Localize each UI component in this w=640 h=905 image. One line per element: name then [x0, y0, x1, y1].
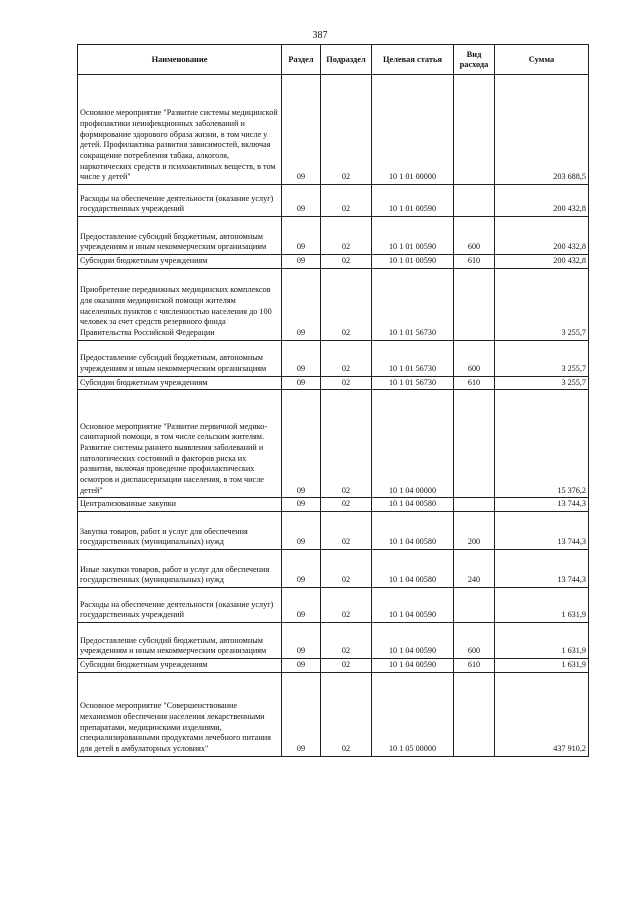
row-name: Основное мероприятие "Развитие первичной медико-санитарной помощи, в том числе сельским жителям. Развитие системы раннего выявления заболеваний и патологических состояний и факторов риска их развития, включая проведение профилактических осмотров и диспансеризации населения, в том числе детей" — [78, 390, 282, 498]
table-row — [78, 390, 589, 498]
row-name: Субсидии бюджетным учреждениям — [78, 376, 282, 390]
row-section: 09 — [282, 376, 321, 390]
table-row — [78, 587, 589, 622]
row-name: Приобретение передвижных медицинских комплексов для оказания медицинской помощи жителям населенных пунктов с численностью населения до 100 человек за счет средств резервного фонда Правительства Российской Федерации — [78, 268, 282, 340]
table-row — [78, 185, 589, 217]
row-subsection: 02 — [321, 75, 372, 185]
row-sum: 1 631,9 — [495, 587, 589, 622]
row-section: 09 — [282, 268, 321, 340]
row-section: 09 — [282, 658, 321, 672]
row-section: 09 — [282, 498, 321, 512]
row-sum: 13 744,3 — [495, 511, 589, 549]
row-section: 09 — [282, 549, 321, 587]
row-subsection: 02 — [321, 658, 372, 672]
row-name: Предоставление субсидий бюджетным, автономным учреждениям и иным некоммерческим организациям — [78, 217, 282, 255]
table-row — [78, 255, 589, 269]
row-subsection: 02 — [321, 549, 372, 587]
table-row — [78, 376, 589, 390]
row-sum: 13 744,3 — [495, 549, 589, 587]
row-type — [454, 498, 495, 512]
row-type — [454, 587, 495, 622]
row-type — [454, 390, 495, 498]
row-target: 10 1 04 00580 — [372, 498, 454, 512]
row-section: 09 — [282, 587, 321, 622]
row-type: 200 — [454, 511, 495, 549]
table-row — [78, 549, 589, 587]
header-subsection: Подраздел — [321, 45, 372, 75]
row-subsection: 02 — [321, 255, 372, 269]
row-target: 10 1 01 00000 — [372, 75, 454, 185]
row-sum: 200 432,8 — [495, 255, 589, 269]
row-sum: 3 255,7 — [495, 376, 589, 390]
row-name: Расходы на обеспечение деятельности (оказание услуг) государственных учреждений — [78, 587, 282, 622]
row-type: 600 — [454, 340, 495, 376]
row-subsection: 02 — [321, 390, 372, 498]
header-target: Целевая статья — [372, 45, 454, 75]
budget-table — [77, 44, 589, 757]
row-subsection: 02 — [321, 622, 372, 658]
page-number: 387 — [312, 30, 328, 41]
header-sum: Сумма — [495, 45, 589, 75]
row-subsection: 02 — [321, 268, 372, 340]
row-name: Основное мероприятие "Совершенствование механизмов обеспечения населения лекарственными препаратами, медицинскими изделиями, специализированными продуктами лечебного питания для детей в амбулаторных условиях" — [78, 672, 282, 756]
row-type: 240 — [454, 549, 495, 587]
row-target: 10 1 01 00590 — [372, 185, 454, 217]
row-sum: 15 376,2 — [495, 390, 589, 498]
table-header-row — [78, 45, 589, 75]
row-section: 09 — [282, 622, 321, 658]
row-type: 610 — [454, 255, 495, 269]
row-target: 10 1 04 00590 — [372, 622, 454, 658]
row-name: Закупка товаров, работ и услуг для обеспечения государственных (муниципальных) нужд — [78, 511, 282, 549]
row-type: 610 — [454, 658, 495, 672]
table-row — [78, 217, 589, 255]
row-section: 09 — [282, 217, 321, 255]
row-type — [454, 75, 495, 185]
row-target: 10 1 04 00000 — [372, 390, 454, 498]
row-sum: 1 631,9 — [495, 622, 589, 658]
row-sum: 200 432,8 — [495, 217, 589, 255]
header-name: Наименование — [78, 45, 282, 75]
row-sum: 3 255,7 — [495, 340, 589, 376]
row-subsection: 02 — [321, 376, 372, 390]
row-name: Субсидии бюджетным учреждениям — [78, 658, 282, 672]
table-row — [78, 672, 589, 756]
row-name: Иные закупки товаров, работ и услуг для обеспечения государственных (муниципальных) нужд — [78, 549, 282, 587]
row-sum: 437 910,2 — [495, 672, 589, 756]
table-row — [78, 268, 589, 340]
row-type — [454, 185, 495, 217]
table-row — [78, 340, 589, 376]
row-target: 10 1 01 56730 — [372, 268, 454, 340]
row-name: Расходы на обеспечение деятельности (оказание услуг) государственных учреждений — [78, 185, 282, 217]
row-subsection: 02 — [321, 587, 372, 622]
table-row — [78, 658, 589, 672]
row-target: 10 1 01 00590 — [372, 217, 454, 255]
row-target: 10 1 04 00590 — [372, 587, 454, 622]
row-section: 09 — [282, 255, 321, 269]
row-name: Субсидии бюджетным учреждениям — [78, 255, 282, 269]
row-subsection: 02 — [321, 498, 372, 512]
row-name: Основное мероприятие "Развитие системы медицинской профилактики неинфекционных заболеваний и формирование здорового образа жизни, в том числе у детей. Профилактика развития зависимостей, включая сокращение потребления табака, алкоголя, наркотических средств и психоактивных веществ, в том числе у детей" — [78, 75, 282, 185]
table-row — [78, 498, 589, 512]
table-row — [78, 511, 589, 549]
row-target: 10 1 05 00000 — [372, 672, 454, 756]
row-target: 10 1 01 56730 — [372, 376, 454, 390]
row-target: 10 1 04 00580 — [372, 511, 454, 549]
header-section: Раздел — [282, 45, 321, 75]
row-subsection: 02 — [321, 672, 372, 756]
row-sum: 203 688,5 — [495, 75, 589, 185]
row-type: 610 — [454, 376, 495, 390]
row-target: 10 1 04 00590 — [372, 658, 454, 672]
row-name: Предоставление субсидий бюджетным, автономным учреждениям и иным некоммерческим организациям — [78, 340, 282, 376]
row-type: 600 — [454, 622, 495, 658]
row-target: 10 1 01 56730 — [372, 340, 454, 376]
row-sum: 13 744,3 — [495, 498, 589, 512]
row-subsection: 02 — [321, 217, 372, 255]
row-section: 09 — [282, 511, 321, 549]
row-subsection: 02 — [321, 340, 372, 376]
row-sum: 1 631,9 — [495, 658, 589, 672]
row-type — [454, 268, 495, 340]
row-name: Централизованные закупки — [78, 498, 282, 512]
row-section: 09 — [282, 672, 321, 756]
row-section: 09 — [282, 390, 321, 498]
row-sum: 200 432,8 — [495, 185, 589, 217]
row-target: 10 1 04 00580 — [372, 549, 454, 587]
row-subsection: 02 — [321, 511, 372, 549]
row-section: 09 — [282, 185, 321, 217]
row-section: 09 — [282, 75, 321, 185]
row-type — [454, 672, 495, 756]
table-row — [78, 622, 589, 658]
row-target: 10 1 01 00590 — [372, 255, 454, 269]
row-sum: 3 255,7 — [495, 268, 589, 340]
header-type: Вид расхода — [454, 45, 495, 75]
row-type: 600 — [454, 217, 495, 255]
row-subsection: 02 — [321, 185, 372, 217]
row-name: Предоставление субсидий бюджетным, автономным учреждениям и иным некоммерческим организациям — [78, 622, 282, 658]
row-section: 09 — [282, 340, 321, 376]
table-row — [78, 75, 589, 185]
